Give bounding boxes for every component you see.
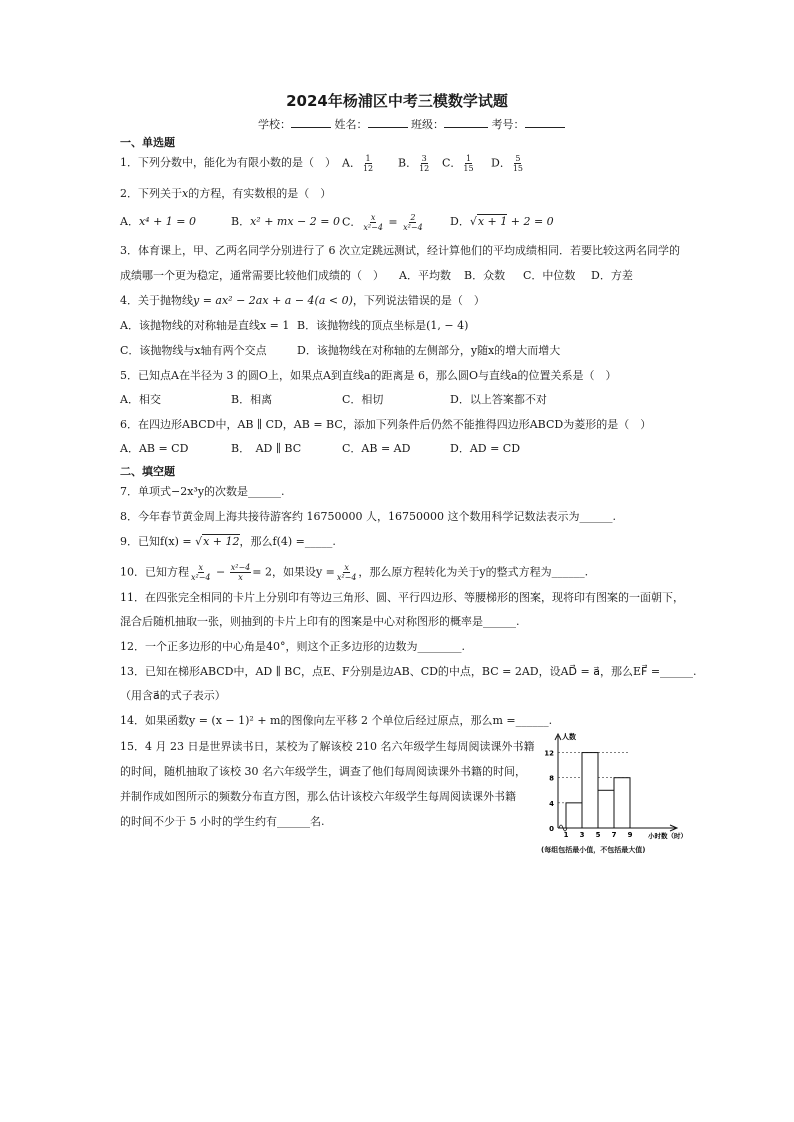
q10-part-b: = 2，如果设y = xyxy=(252,565,335,579)
q4-option-c[interactable]: C．该抛物线与x轴有两个交点 xyxy=(120,344,267,357)
y-tick-12: 12 xyxy=(544,749,554,758)
q4-option-d[interactable]: D．该抛物线在对称轴的左侧部分，y随x的增大而增大 xyxy=(297,344,561,357)
q1-c-fraction xyxy=(462,154,474,173)
class-blank[interactable] xyxy=(444,116,488,128)
question-5: 5．已知点A在半径为 3 的圆O上，如果点A到直线a的距离是 6，那么圆O与直线a的位置关系是（ ） xyxy=(120,369,617,382)
q10-part-c: ，那么原方程转化为关于y的整式方程为______. xyxy=(358,565,589,579)
histogram-bar-1 xyxy=(566,803,582,828)
q5-option-c[interactable]: C．相切 xyxy=(342,393,384,406)
q2-c-frac-left: $\frac{x}{\text{x²−4}}$ xyxy=(363,213,383,232)
q10-frac-2: $\frac{\text{x²−4}}{x}$ xyxy=(230,563,251,582)
q2-c-label: C． xyxy=(342,215,362,229)
question-6: 6．在四边形ABCD中，AB ∥ CD，AB = BC，添加下列条件后仍然不能推得四边形ABCD为菱形的是（ ） xyxy=(120,418,652,431)
q6-option-a[interactable]: A．AB = CD xyxy=(120,442,189,455)
question-3-line-1: 3．体育课上，甲、乙两名同学分别进行了 6 次立定跳远测试，经计算他们的平均成绩相同．若要比较这两名同学的 xyxy=(120,244,680,257)
q1-c-num: 1 xyxy=(465,154,472,163)
q5-option-b[interactable]: B．相离 xyxy=(231,393,273,406)
q2-var: x xyxy=(182,187,189,200)
q2-a-expr: x⁴ + 1 = 0 xyxy=(138,215,196,228)
question-12: 12．一个正多边形的中心角是40°，则这个正多边形的边数为________. xyxy=(120,640,465,653)
name-label: 姓名： xyxy=(334,118,368,131)
histogram-svg xyxy=(538,732,688,844)
y-tick-8: 8 xyxy=(549,774,554,783)
question-4 xyxy=(120,294,485,308)
histogram-caption: (每组包括最小值，不包括最大值) xyxy=(541,846,646,854)
question-8: 8．今年春节黄金周上海共接待游客约 16750000 人，16750000 这个数用科学记数法表示为______. xyxy=(120,510,616,523)
q1-b-label: B． xyxy=(398,156,418,170)
q1-c-label: C． xyxy=(442,156,462,170)
page-title: 2024年杨浦区中考三模数学试题 xyxy=(286,92,508,110)
question-3-line-2: 成绩哪一个更为稳定，通常需要比较他们成绩的（ ） xyxy=(120,269,384,282)
q3-option-c[interactable]: C．中位数 xyxy=(523,269,576,282)
q1-a-den: 12 xyxy=(362,164,374,173)
q10-part-a: 10．已知方程 xyxy=(120,565,189,579)
q10-frac-1: $\frac{x}{\text{x²−4}}$ xyxy=(191,563,211,582)
q6-option-b[interactable]: B． AD ∥ BC xyxy=(231,442,302,455)
q3-option-a[interactable]: A．平均数 xyxy=(399,269,451,282)
q4-option-b[interactable]: B．该抛物线的顶点坐标是(1, − 4) xyxy=(297,319,469,332)
q1-a-label: A． xyxy=(342,156,361,170)
q2-stem-a: 2．下列关于 xyxy=(120,187,182,200)
question-2 xyxy=(120,187,331,201)
class-label: 班级： xyxy=(411,118,444,131)
q2-option-a[interactable] xyxy=(120,215,196,229)
question-10: 10．已知方程 $\frac{x}{\text{x²−4}}$ − $\frac{\text{x²−4}}{x}$ = 2，如果设y = $\frac{x}{\text{x²−4}}$ ，那么原方程转化为关于y的整式方程为______. xyxy=(120,563,589,582)
q2-c-frac-right: $\frac{2}{\text{x²−4}}$ xyxy=(403,213,423,232)
q2-option-c[interactable]: C． $\frac{x}{\text{x²−4}}$ = $\frac{2}{\text{x²−4}}$ xyxy=(342,213,423,232)
q1-d-fraction xyxy=(512,154,524,173)
q4-expr: y = ax² − 2ax + a − 4(a < 0) xyxy=(193,294,353,307)
q5-option-a[interactable]: A．相交 xyxy=(120,393,161,406)
name-blank[interactable] xyxy=(368,116,408,128)
q4-stem-a: 4．关于抛物线 xyxy=(120,294,193,307)
q4-option-a[interactable]: A．该抛物线的对称轴是直线x = 1 xyxy=(120,319,290,332)
q1-stem: 1．下列分数中，能化为有限小数的是（ ） xyxy=(120,156,336,169)
q1-option-a[interactable] xyxy=(342,154,375,173)
question-11-line-1: 11．在四张完全相同的卡片上分别印有等边三角形、圆、平行四边形、等腰梯形的图案，现将印有图案的一面朝下， xyxy=(120,591,684,604)
exam-no-label: 考号： xyxy=(491,118,525,131)
section-fill-blank: 二、填空题 xyxy=(120,465,175,478)
question-13-line-2: （用含a⃗的式子表示） xyxy=(120,689,226,702)
q1-a-fraction xyxy=(362,154,374,173)
q4-stem-b: ，下列说法错误的是（ ） xyxy=(352,294,485,307)
q1-d-label: D． xyxy=(491,156,511,170)
question-11-line-2: 混合后随机抽取一张，则抽到的卡片上印有的图案是中心对称图形的概率是______. xyxy=(120,615,520,628)
q2-d-label: D． xyxy=(450,215,470,228)
y-axis-label: 人数 xyxy=(562,733,576,741)
x-tick-9: 9 xyxy=(627,831,633,839)
q3-option-b[interactable]: B．众数 xyxy=(464,269,506,282)
x-tick-5: 5 xyxy=(595,831,601,839)
q1-option-b[interactable] xyxy=(398,154,431,173)
x-tick-1: 1 xyxy=(563,831,569,839)
histogram-bar-3 xyxy=(598,790,614,828)
q6-option-d[interactable]: D．AD = CD xyxy=(450,442,521,455)
q1-option-c[interactable] xyxy=(442,154,476,173)
histogram-bar-4 xyxy=(614,778,630,828)
histogram-chart xyxy=(538,732,688,860)
q9-part-b: ，那么f(4) =_____. xyxy=(239,535,336,548)
question-15-line-1: 15．4 月 23 日是世界读书日，某校为了解该校 210 名六年级学生每周阅读课外书籍 xyxy=(120,740,535,753)
exam-no-blank[interactable] xyxy=(525,116,565,128)
q9-part-a: 9．已知f(x) = xyxy=(120,535,196,548)
x-tick-3: 3 xyxy=(579,831,585,839)
question-15-line-3: 并制作成如图所示的频数分布直方图，那么估计该校六年级学生每周阅读课外书籍 xyxy=(120,790,516,803)
q2-option-d[interactable]: D．√x + 1 + 2 = 0 xyxy=(450,215,554,228)
y-tick-0: 0 xyxy=(549,825,554,833)
question-14: 14．如果函数y = (x − 1)² + m的图像向左平移 2 个单位后经过原点，那么m =______. xyxy=(120,714,553,727)
section-single-choice: 一、单选题 xyxy=(120,136,175,149)
q6-option-c[interactable]: C．AB = AD xyxy=(342,442,411,455)
student-info-line xyxy=(258,116,565,132)
q1-b-fraction xyxy=(418,154,430,173)
q1-option-d[interactable] xyxy=(491,154,525,173)
school-label: 学校： xyxy=(258,118,291,131)
q1-b-den: 12 xyxy=(419,164,430,173)
question-7: 7．单项式−2x³y的次数是______. xyxy=(120,485,285,498)
question-15-line-2: 的时间，随机抽取了该校 30 名六年级学生，调查了他们每周阅读课外书籍的时间， xyxy=(120,765,526,778)
q9-radicand: x + 12 xyxy=(203,535,240,548)
x-axis-label: 小时数（时） xyxy=(648,832,687,840)
q2-b-expr: x² + mx − 2 = 0 xyxy=(250,215,340,228)
q1-c-den: 15 xyxy=(463,164,474,173)
q1-d-den: 15 xyxy=(512,164,524,173)
q2-a-label: A． xyxy=(120,215,139,228)
q5-option-d[interactable]: D．以上答案都不对 xyxy=(450,393,547,406)
q2-b-label: B． xyxy=(231,215,251,228)
question-13-line-1: 13．已知在梯形ABCD中，AD ∥ BC，点E、F分别是边AB、CD的中点，BC = 2AD，设AD⃗ = a⃗，那么EF⃗ =______. xyxy=(120,665,697,678)
school-blank[interactable] xyxy=(291,116,331,128)
question-1 xyxy=(120,156,336,170)
q10-frac-3: $\frac{x}{\text{x²−4}}$ xyxy=(336,563,357,582)
q2-stem-b: 的方程，有实数根的是（ ） xyxy=(188,187,332,200)
q1-d-num: 5 xyxy=(515,154,521,163)
q2-option-b[interactable] xyxy=(231,215,340,229)
question-15-line-4: 的时间不少于 5 小时的学生约有______名. xyxy=(120,815,325,828)
q3-option-d[interactable]: D．方差 xyxy=(591,269,633,282)
question-9: 9．已知f(x) = √x + 12，那么f(4) =_____. xyxy=(120,535,336,548)
y-tick-4: 4 xyxy=(549,799,554,808)
histogram-bar-2 xyxy=(582,753,598,828)
q1-a-num: 1 xyxy=(365,154,371,163)
x-tick-7: 7 xyxy=(611,831,617,839)
q1-b-num: 3 xyxy=(421,154,427,163)
